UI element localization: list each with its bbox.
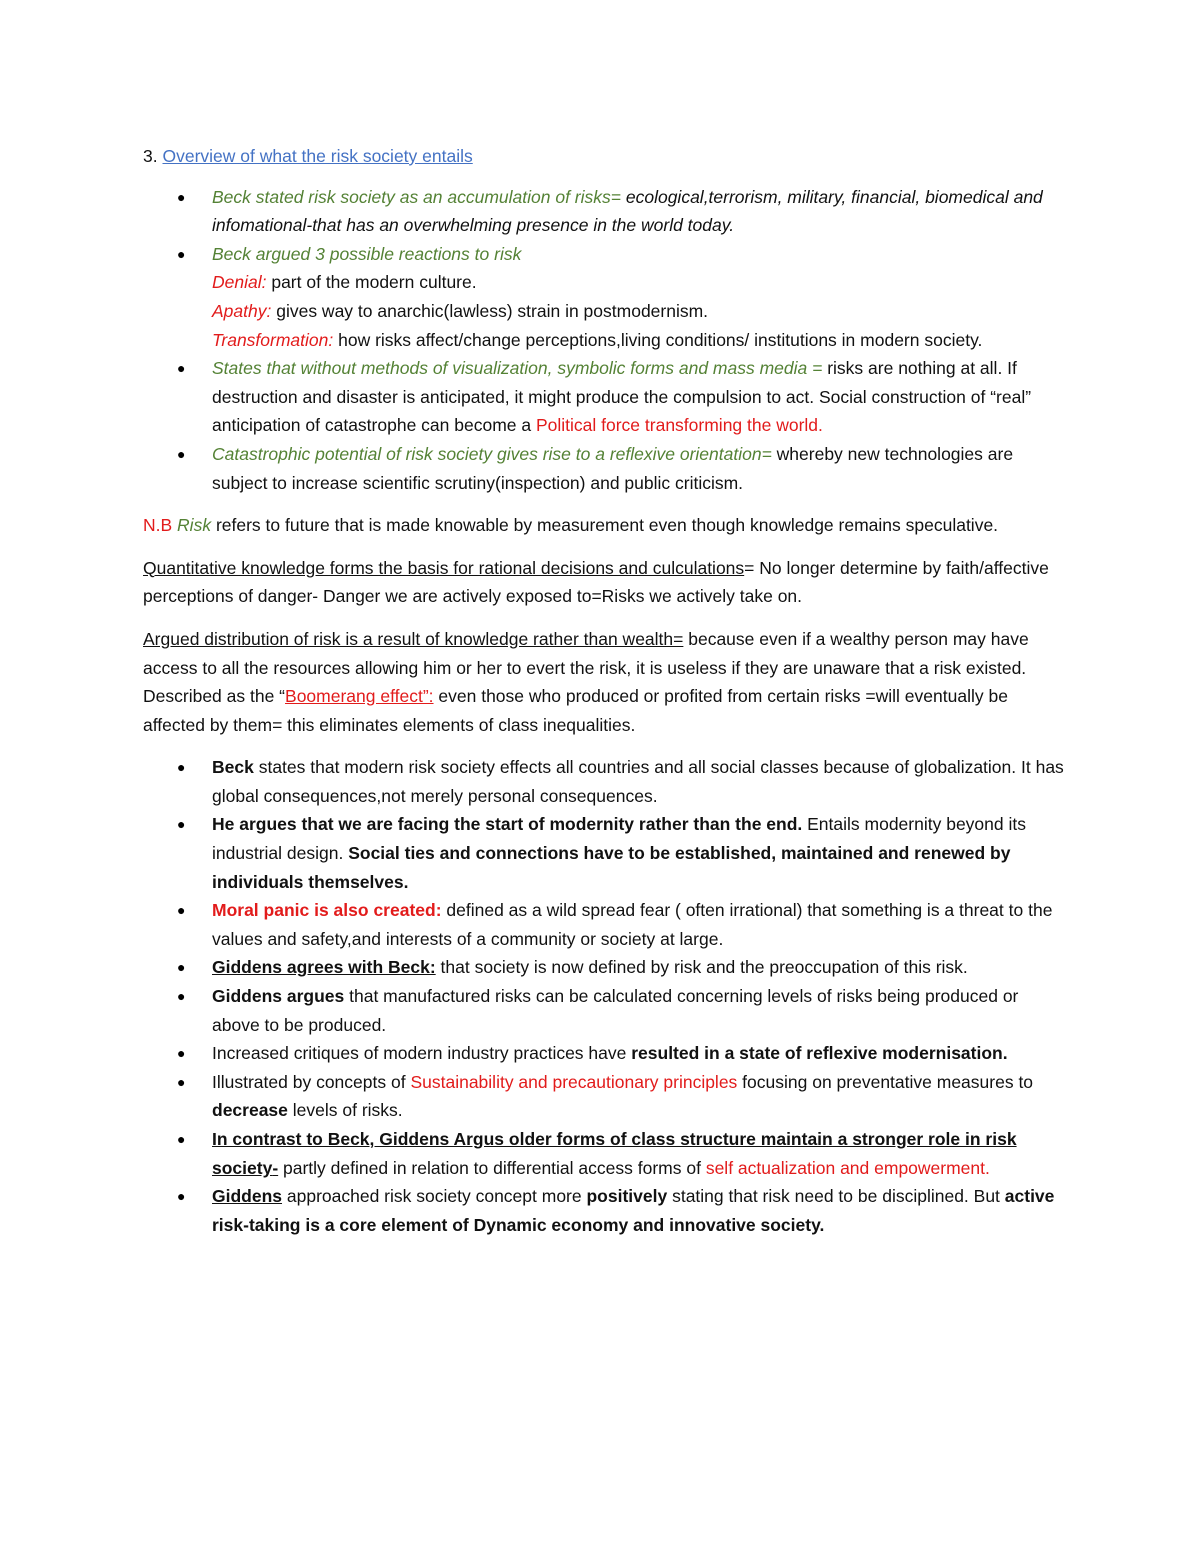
bullet-icon: ● bbox=[177, 1188, 186, 1205]
bullet-icon: ● bbox=[177, 188, 186, 205]
list-item bbox=[143, 753, 1068, 810]
body-text: stating that risk need to be disciplined. But bbox=[667, 1186, 1005, 1207]
nb-risk-word: Risk bbox=[177, 515, 212, 536]
body-text: risks are nothing at all. If destruction and disaster is anticipated, it might produce the compulsion to act. Social construction of “real” anticipation of catastrophe can become a bbox=[212, 358, 1032, 436]
bold-text: Giddens argues bbox=[212, 986, 345, 1007]
body-text: whereby new technologies are subject to increase scientific scrutiny(inspection) and public criticism. bbox=[212, 443, 1014, 493]
list-item bbox=[143, 1182, 1068, 1239]
body-text: = No longer determine by faith/affective perceptions of danger- Danger we are actively exposed to=Risks we actively take on. bbox=[143, 557, 1049, 607]
body-text: because even if a wealthy person may have access to all the resources allowing him or her to evert the risk, it is useless if they are unaware that a risk existed. Described as the “ bbox=[143, 628, 1029, 707]
bold-underlined-text: Giddens agrees with Beck: bbox=[212, 957, 436, 978]
list-item bbox=[143, 810, 1068, 896]
list-item bbox=[143, 896, 1068, 953]
quantitative-paragraph bbox=[143, 554, 1068, 611]
argued-paragraph bbox=[143, 625, 1068, 739]
bullet-icon: ● bbox=[177, 245, 186, 262]
green-italic-text: Catastrophic potential of risk society gives rise to a reflexive orientation= bbox=[212, 443, 772, 464]
red-text: Sustainability and precautionary principles bbox=[410, 1071, 738, 1092]
red-bold-text: Moral panic is also created: bbox=[212, 900, 442, 921]
transformation-label: Transformation: bbox=[212, 329, 334, 350]
list-item bbox=[143, 953, 1068, 982]
bold-text: Social ties and connections have to be established, maintained and renewed by individuals themselves. bbox=[212, 843, 1011, 892]
bullet-icon: ● bbox=[177, 816, 186, 833]
body-text: even those who produced or profited from certain risks =will eventually be affected by them= this eliminates elements of class inequalities. bbox=[143, 686, 1008, 735]
red-text: self actualization and empowerment. bbox=[705, 1157, 990, 1178]
apathy-text: gives way to anarchic(lawless) strain in postmodernism. bbox=[271, 300, 709, 321]
section-number: 3. bbox=[143, 146, 158, 166]
list-item bbox=[143, 240, 1068, 354]
body-text: that manufactured risks can be calculated concerning levels of risks being produced or above to be produced. bbox=[212, 986, 1019, 1035]
bullet-icon: ● bbox=[177, 959, 186, 976]
bold-text: decrease bbox=[212, 1100, 288, 1121]
body-text: defined as a wild spread fear ( often irrational) that something is a threat to the values and safety,and interests of a community or society at large. bbox=[212, 900, 1053, 949]
apathy-label: Apathy: bbox=[212, 300, 272, 321]
bullet-icon: ● bbox=[177, 1131, 186, 1147]
section-title-link[interactable]: Overview of what the risk society entails bbox=[162, 146, 473, 166]
denial-text: part of the modern culture. bbox=[266, 272, 477, 293]
bold-text: positively bbox=[586, 1186, 668, 1207]
bold-text: resulted in a state of reflexive modernisation. bbox=[631, 1043, 1008, 1064]
list-item bbox=[143, 440, 1068, 497]
red-text: Political force transforming the world. bbox=[535, 415, 823, 436]
giddens-list bbox=[143, 753, 1068, 1239]
bullet-icon: ● bbox=[177, 1045, 186, 1062]
body-text: approached risk society concept more bbox=[282, 1186, 587, 1207]
boomerang-effect-text: Boomerang effect”: bbox=[285, 686, 434, 707]
body-text: Increased critiques of modern industry practices have bbox=[212, 1043, 632, 1064]
document-body bbox=[143, 142, 1068, 1239]
bullet-icon: ● bbox=[177, 445, 186, 462]
list-item bbox=[143, 1039, 1068, 1068]
section-heading bbox=[143, 142, 1068, 171]
bullet-icon: ● bbox=[177, 1073, 186, 1090]
nb-text: refers to future that is made knowable by measurement even though knowledge remains speculative. bbox=[211, 515, 999, 536]
transformation-text: how risks affect/change perceptions,living conditions/ institutions in modern society. bbox=[333, 329, 983, 350]
green-italic-text: Beck stated risk society as an accumulation of risks= bbox=[212, 186, 621, 207]
list-item bbox=[143, 1125, 1068, 1182]
bullet-icon: ● bbox=[177, 759, 186, 776]
reactions-list bbox=[143, 183, 1068, 498]
bold-underlined-text: Giddens bbox=[212, 1186, 283, 1207]
green-italic-text: Beck argued 3 possible reactions to risk bbox=[212, 243, 522, 264]
nb-paragraph bbox=[143, 511, 1068, 540]
nb-prefix: N.B bbox=[143, 515, 178, 536]
list-item bbox=[143, 982, 1068, 1039]
bold-underlined-text: In contrast to Beck, Giddens Argus older forms of class structure maintain a stronger role in risk society bbox=[212, 1129, 1017, 1178]
body-text: focusing on preventative measures to bbox=[737, 1071, 1034, 1092]
green-italic-text: States that without methods of visualization, symbolic forms and mass media = bbox=[212, 358, 823, 379]
body-text: Entails modernity beyond its industrial design. bbox=[212, 814, 1026, 864]
list-item bbox=[143, 183, 1068, 240]
body-text: states that modern risk society effects all countries and all social classes because of globalization. It has global consequences,not merely personal consequences. bbox=[212, 757, 1064, 806]
bullet-icon: ● bbox=[177, 902, 186, 919]
list-item bbox=[143, 354, 1068, 440]
bold-text: Beck bbox=[212, 757, 254, 778]
body-text: partly defined in relation to differential access forms of bbox=[278, 1157, 706, 1178]
list-item bbox=[143, 1068, 1068, 1125]
bold-text: He argues that we are facing the start of modernity rather than the end. bbox=[212, 814, 803, 835]
body-text: that society is now defined by risk and the preoccupation of this risk. bbox=[435, 957, 968, 978]
bullet-icon: ● bbox=[177, 988, 186, 1005]
bold-text: active risk-taking is a core element of Dynamic economy and innovative society. bbox=[212, 1186, 1055, 1235]
body-text: Illustrated by concepts of bbox=[212, 1071, 411, 1092]
italic-text: ecological,terrorism, military, financial, biomedical and infomational-that has an overwhelming presence in the world today. bbox=[212, 186, 1043, 236]
underlined-text: Quantitative knowledge forms the basis for rational decisions and culculations bbox=[143, 557, 745, 578]
body-text: levels of risks. bbox=[287, 1100, 403, 1121]
dash-text: - bbox=[272, 1157, 279, 1178]
underlined-text: Argued distribution of risk is a result of knowledge rather than wealth= bbox=[143, 628, 684, 649]
denial-label: Denial: bbox=[212, 272, 267, 293]
bullet-icon: ● bbox=[177, 360, 186, 377]
